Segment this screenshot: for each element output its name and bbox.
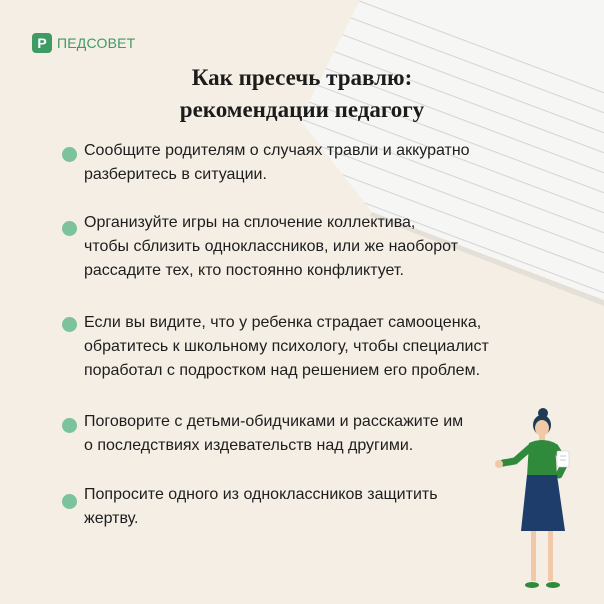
- bullet-dot-icon: [62, 221, 77, 236]
- page-title: [0, 62, 604, 126]
- bullet-dot-icon: [62, 317, 77, 332]
- tip-item: [62, 311, 489, 383]
- title-line-2: рекомендации педагогу: [179, 97, 425, 122]
- tip-text: Если вы видите, что у ребенка страдает самооценка, обратитесь к школьному психологу, чтобы специалист поработал с подростком над решением его проблем.: [84, 314, 489, 379]
- tip-text: Попросите одного из одноклассников защитить жертву.: [84, 486, 438, 527]
- teacher-illustration: [495, 405, 585, 595]
- bullet-dot-icon: [62, 494, 77, 509]
- bullet-dot-icon: [62, 418, 77, 433]
- tip-item: [62, 410, 463, 458]
- title-line-1: Как пресечь травлю:: [191, 65, 413, 90]
- tip-text: Сообщите родителям о случаях травли и аккуратно разберитесь в ситуации.: [84, 142, 470, 183]
- tip-item: [62, 483, 438, 531]
- tip-text: Поговорите с детьми-обидчиками и расскажите им о последствиях издевательств над другими.: [84, 413, 464, 454]
- tip-item: [62, 139, 470, 187]
- tip-item: [62, 211, 458, 283]
- brand-logo[interactable]: [32, 32, 135, 54]
- bullet-dot-icon: [62, 147, 77, 162]
- tip-text: Организуйте игры на сплочение коллектива, чтобы сблизить одноклассников, или же наоборот рассадите тех, кто постоянно конфликтует.: [84, 214, 459, 279]
- brand-name: ПЕДСОВЕТ: [57, 35, 136, 51]
- logo-icon: P: [32, 33, 52, 53]
